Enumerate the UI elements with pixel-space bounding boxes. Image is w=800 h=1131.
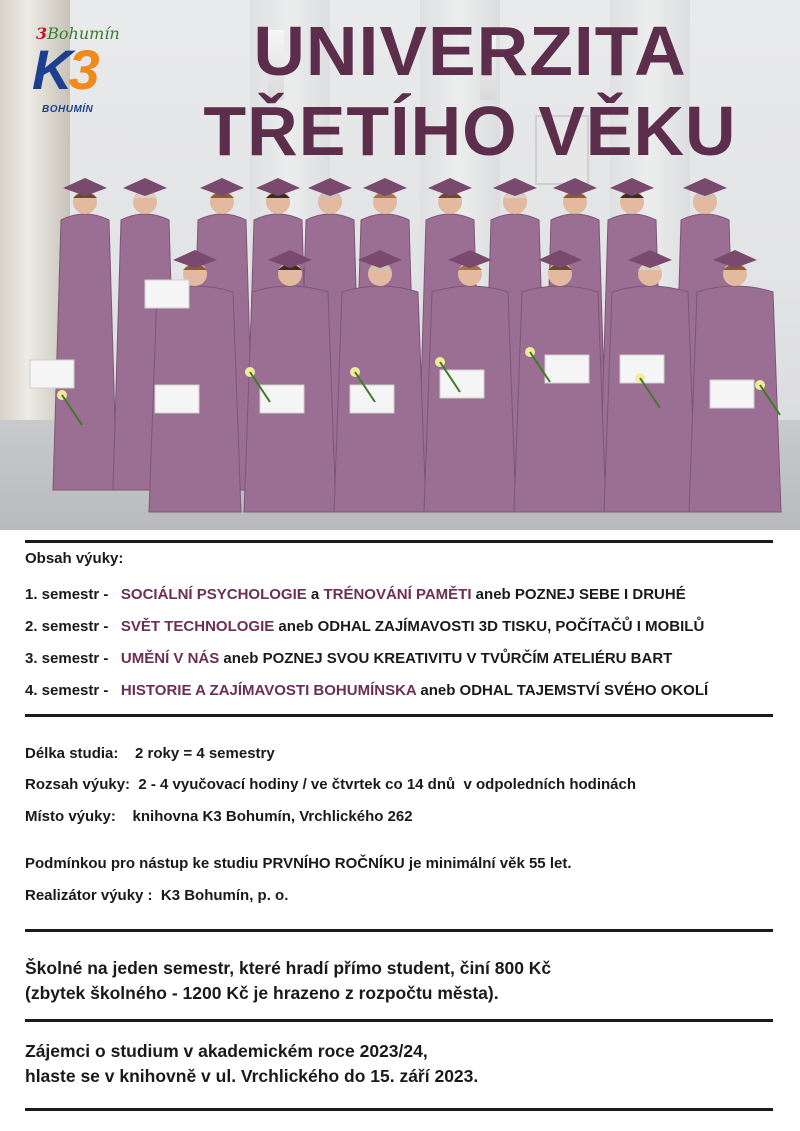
semester-3 (25, 650, 672, 667)
graduation-cap (428, 178, 472, 196)
graduation-cap (683, 178, 727, 196)
signup-line-2: hlaste se v knihovně v ul. Vrchlického do 15. září 2023. (25, 1066, 479, 1086)
logo-subtitle: BOHUMÍN (42, 104, 94, 115)
semester-desc (121, 682, 708, 699)
semester-2 (25, 618, 704, 635)
diploma (440, 370, 484, 398)
topic-highlight: SVĚT TECHNOLOGIE (120, 618, 275, 635)
graduation-cap (123, 178, 167, 196)
semester-label: 2. semestr - (25, 618, 109, 635)
study-place: Místo výuky: knihovna K3 Bohumín, Vrchlického 262 (25, 808, 413, 825)
fee-line-1: Školné na jeden semestr, které hradí přímo student, činí 800 Kč (25, 958, 552, 978)
topic-text: aneb ODHAL TAJEMSTVÍ SVÉHO OKOLÍ (416, 682, 709, 699)
diploma (260, 385, 304, 413)
curriculum-heading: Obsah výuky: (25, 550, 124, 567)
signup-line-1: Zájemci o studium v akademickém roce 2023/24, (25, 1041, 428, 1061)
graduation-cap (63, 178, 107, 196)
semester-4 (25, 682, 708, 699)
graduation-cap (493, 178, 537, 196)
title-line-1: UNIVERZITA (253, 12, 687, 90)
divider (25, 714, 773, 717)
fee-line-2: (zbytek školného - 1200 Kč je hrazeno z rozpočtu města). (25, 983, 499, 1003)
semester-label: 4. semestr - (25, 682, 109, 699)
study-duration: Délka studia: 2 roky = 4 semestry (25, 745, 275, 762)
diploma (710, 380, 754, 408)
semester-label: 3. semestr - (25, 650, 109, 667)
logo-mark: K3 (32, 38, 96, 101)
diploma (30, 360, 74, 388)
topic-text: aneb POZNEJ SEBE I DRUHÉ (471, 586, 686, 603)
graduation-cap (610, 178, 654, 196)
topic-highlight: TRÉNOVÁNÍ PAMĚTI (323, 586, 472, 603)
graduation-cap (553, 178, 597, 196)
diploma (155, 385, 199, 413)
graduate-gown (53, 214, 117, 490)
semester-desc (121, 650, 672, 667)
topic-highlight: SOCIÁLNÍ PSYCHOLOGIE (120, 586, 307, 603)
semester-desc (121, 586, 686, 603)
diploma (145, 280, 189, 308)
divider (25, 929, 773, 932)
semester-label: 1. semestr - (25, 586, 109, 603)
organizer: Realizátor výuky : K3 Bohumín, p. o. (25, 887, 289, 904)
diploma (545, 355, 589, 383)
divider (25, 1108, 773, 1111)
graduation-cap (363, 178, 407, 196)
graduation-cap (256, 178, 300, 196)
semester-desc (121, 618, 704, 635)
semester-1 (25, 586, 686, 603)
graduate-gown (604, 286, 696, 512)
divider (25, 540, 773, 543)
topic-highlight: UMĚNÍ V NÁS (120, 650, 220, 667)
title-line-2: TŘETÍHO VĚKU (203, 92, 737, 170)
logo-script: 3Bohumín (36, 24, 120, 43)
topic-text: a (306, 586, 324, 603)
admission-condition: Podmínkou pro nástup ke studiu PRVNÍHO ROČNÍKU je minimální věk 55 let. (25, 855, 572, 872)
group-photo (0, 0, 800, 530)
graduation-cap (200, 178, 244, 196)
study-scope: Rozsah výuky: 2 - 4 vyučovací hodiny / ve čtvrtek co 14 dnů v odpoledních hodinách (25, 776, 636, 793)
k3-bohumin-logo (28, 18, 128, 128)
topic-text: aneb ODHAL ZAJÍMAVOSTI 3D TISKU, POČÍTAČŮ I MOBILŮ (274, 618, 705, 635)
divider (25, 1019, 773, 1022)
graduate-gown (424, 286, 516, 512)
topic-highlight: HISTORIE A ZAJÍMAVOSTI BOHUMÍNSKA (120, 682, 417, 699)
graduate-gown (514, 286, 606, 512)
topic-text: aneb POZNEJ SVOU KREATIVITU V TVŮRČÍM ATELIÉRU BART (219, 650, 673, 667)
graduation-cap (308, 178, 352, 196)
